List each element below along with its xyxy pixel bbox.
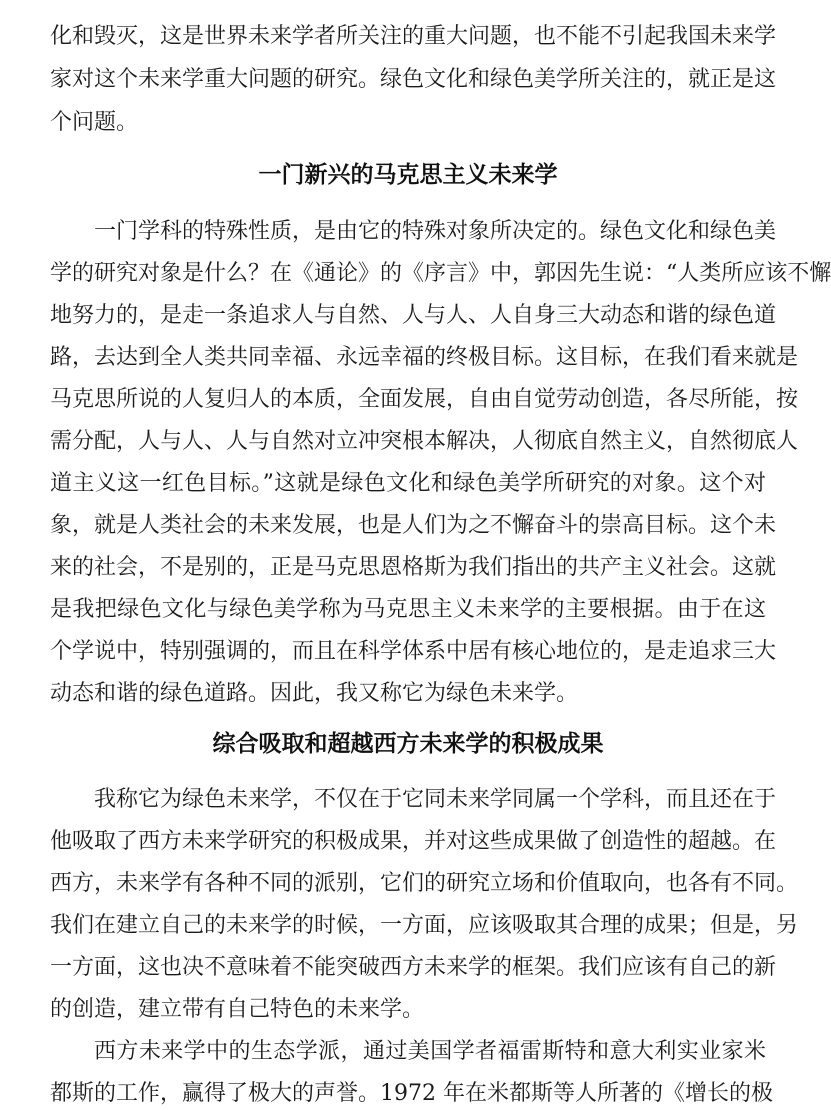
section-heading: 综合吸取和超越西方未来学的积极成果 (212, 731, 604, 757)
text-line: 动态和谐的绿色道路。因此，我又称它为绿色未来学。 (50, 681, 579, 706)
text-line: 学的研究对象是什么？在《通论》的《序言》中，郭因先生说：“人类所应该不懈 (50, 261, 831, 286)
text-line: 他吸取了西方未来学研究的积极成果，并对这些成果做了创造性的超越。在 (50, 829, 777, 854)
text-line: 象，就是人类社会的未来发展，也是人们为之不懈奋斗的崇高目标。这个未 (50, 513, 777, 538)
text-line: 个学说中，特别强调的，而且在科学体系中居有核心地位的，是走追求三大 (50, 639, 777, 664)
text-line: 路，去达到全人类共同幸福、永远幸福的终极目标。这目标，在我们看来就是 (50, 345, 799, 370)
text-line: 化和毁灭，这是世界未来学者所关注的重大问题，也不能不引起我国未来学 (50, 24, 777, 49)
section-heading: 一门新兴的马克思主义未来学 (258, 162, 558, 188)
text-line: 地努力的，是走一条追求人与自然、人与人、人自身三大动态和谐的绿色道 (50, 303, 777, 328)
text-line: 来的社会，不是别的，正是马克思恩格斯为我们指出的共产主义社会。这就 (50, 555, 777, 580)
text-line: 西方未来学中的生态学派，通过美国学者福雷斯特和意大利实业家米 (94, 1039, 766, 1064)
text-line: 道主义这一红色目标。”这就是绿色文化和绿色美学所研究的对象。这个对 (50, 471, 766, 496)
text-line: 我称它为绿色未来学，不仅在于它同未来学同属一个学科，而且还在于 (94, 787, 777, 812)
text-line: 一方面，这也决不意味着不能突破西方未来学的框架。我们应该有自己的新 (50, 955, 777, 980)
text-line: 是我把绿色文化与绿色美学称为马克思主义未来学的主要根据。由于在这 (50, 597, 766, 622)
text-line: 个问题。 (50, 110, 139, 135)
text-line: 家对这个未来学重大问题的研究。绿色文化和绿色美学所关注的，就正是这 (50, 67, 777, 92)
text-line: 需分配，人与人、人与自然对立冲突根本解决，人彻底自然主义，自然彻底人 (50, 429, 799, 454)
text-line: 一门学科的特殊性质，是由它的特殊对象所决定的。绿色文化和绿色美 (94, 219, 777, 244)
text-line: 都斯的工作，赢得了极大的声誉。1972 年在米都斯等人所著的《增长的极 (50, 1081, 773, 1106)
document-page (50, 0, 831, 1106)
text-line: 的创造，建立带有自己特色的未来学。 (50, 997, 425, 1022)
text-line: 西方，未来学有各种不同的派别，它们的研究立场和价值取向，也各有不同。 (50, 871, 799, 896)
text-line: 马克思所说的人复归人的本质，全面发展，自由自觉劳动创造，各尽所能，按 (50, 387, 799, 412)
text-line: 我们在建立自己的未来学的时候，一方面，应该吸取其合理的成果；但是，另 (50, 913, 799, 938)
